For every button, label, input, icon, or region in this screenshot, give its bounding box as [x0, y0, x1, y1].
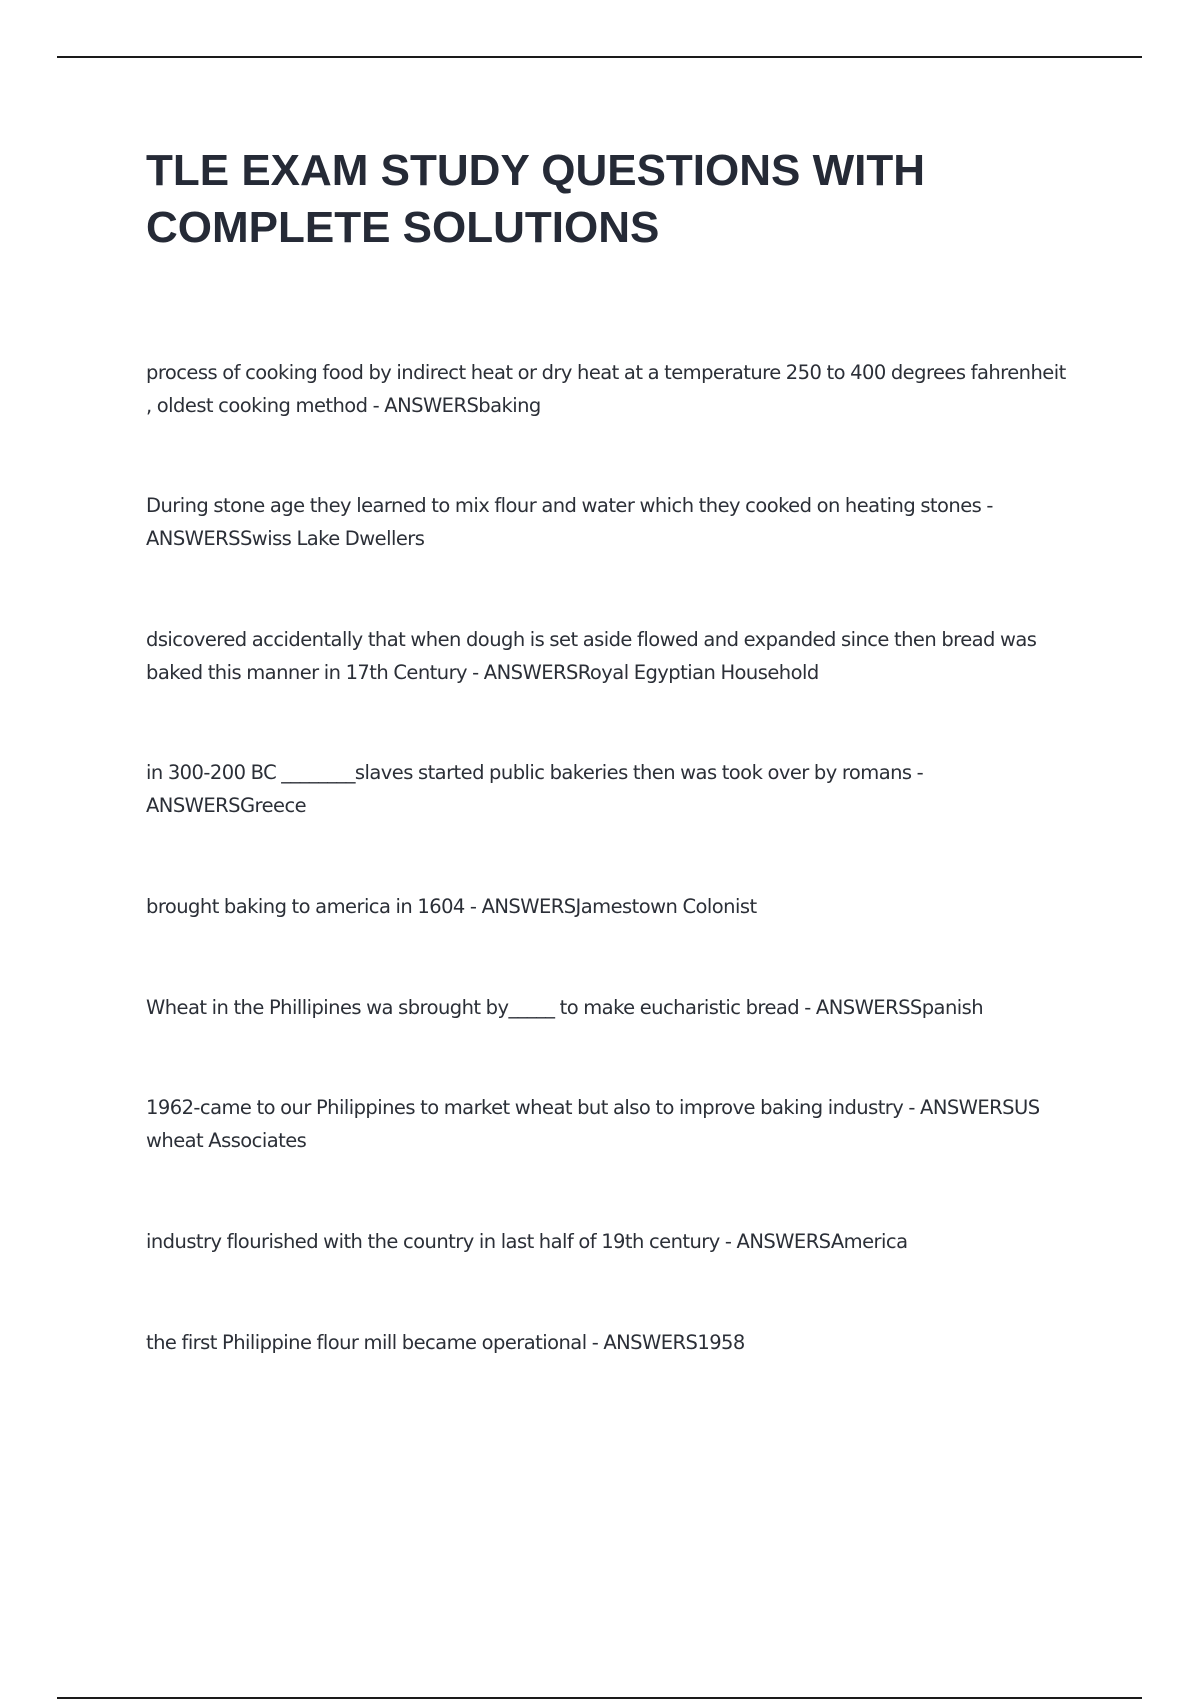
document-title: TLE EXAM STUDY QUESTIONS WITH COMPLETE SOLUTIONS: [146, 146, 926, 252]
qa-item-5: brought baking to america in 1604 - ANSWERSJamestown Colonist: [146, 895, 757, 918]
qa-item-4: in 300-200 BC ________slaves started public bakeries then was took over by romans - ANSWERSGreece: [146, 761, 924, 817]
qa-item-1: process of cooking food by indirect heat or dry heat at a temperature 250 to 400 degrees fahrenheit , oldest cooking method - ANSWERSbaking: [146, 361, 1066, 417]
qa-item-8: industry flourished with the country in last half of 19th century - ANSWERSAmerica: [146, 1230, 908, 1253]
bottom-rule: [57, 1697, 1142, 1699]
qa-item-3: dsicovered accidentally that when dough is set aside flowed and expanded since then bread was baked this manner in 17th Century - ANSWERSRoyal Egyptian Household: [146, 628, 1037, 684]
qa-item-6: Wheat in the Phillipines wa sbrought by_____ to make eucharistic bread - ANSWERSSpanish: [146, 996, 984, 1019]
qa-item-2: During stone age they learned to mix flour and water which they cooked on heating stones - ANSWERSSwiss Lake Dwellers: [146, 494, 993, 550]
qa-item-7: 1962-came to our Philippines to market wheat but also to improve baking industry - ANSWERSUS wheat Associates: [146, 1096, 1040, 1152]
qa-item-9: the first Philippine flour mill became operational - ANSWERS1958: [146, 1331, 745, 1354]
top-rule: [57, 56, 1142, 58]
